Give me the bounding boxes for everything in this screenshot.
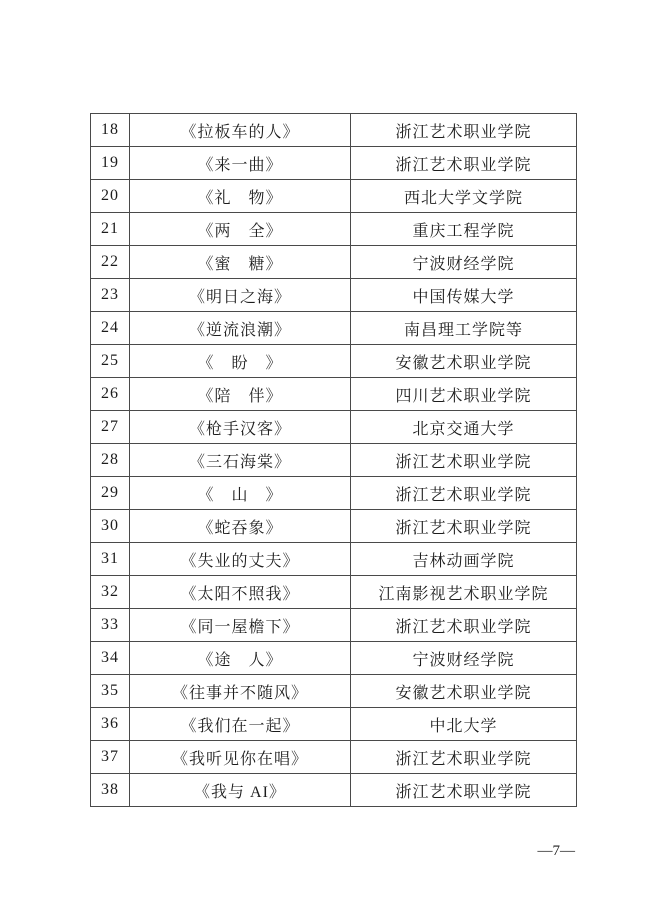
table-row <box>91 444 577 477</box>
cell-title: 《我听见你在唱》 <box>130 741 351 774</box>
table-row <box>91 675 577 708</box>
cell-institution: 重庆工程学院 <box>351 213 577 246</box>
table-row <box>91 741 577 774</box>
cell-title: 《拉板车的人》 <box>130 114 351 147</box>
cell-title: 《蜜 糖》 <box>130 246 351 279</box>
cell-institution: 浙江艺术职业学院 <box>351 444 577 477</box>
table-row <box>91 213 577 246</box>
cell-institution: 四川艺术职业学院 <box>351 378 577 411</box>
cell-institution: 西北大学文学院 <box>351 180 577 213</box>
cell-title: 《两 全》 <box>130 213 351 246</box>
cell-title: 《三石海棠》 <box>130 444 351 477</box>
table-row <box>91 477 577 510</box>
cell-title: 《我与 AI》 <box>130 774 351 807</box>
cell-number: 36 <box>91 708 130 741</box>
cell-title: 《我们在一起》 <box>130 708 351 741</box>
table-row <box>91 774 577 807</box>
cell-number: 19 <box>91 147 130 180</box>
cell-title: 《往事并不随风》 <box>130 675 351 708</box>
cell-institution: 南昌理工学院等 <box>351 312 577 345</box>
cell-number: 31 <box>91 543 130 576</box>
cell-institution: 浙江艺术职业学院 <box>351 477 577 510</box>
cell-number: 25 <box>91 345 130 378</box>
cell-institution: 宁波财经学院 <box>351 246 577 279</box>
cell-number: 23 <box>91 279 130 312</box>
cell-institution: 安徽艺术职业学院 <box>351 345 577 378</box>
cell-number: 32 <box>91 576 130 609</box>
cell-number: 24 <box>91 312 130 345</box>
cell-title: 《明日之海》 <box>130 279 351 312</box>
cell-number: 22 <box>91 246 130 279</box>
table-row <box>91 543 577 576</box>
cell-title: 《同一屋檐下》 <box>130 609 351 642</box>
table-row <box>91 312 577 345</box>
cell-institution: 中国传媒大学 <box>351 279 577 312</box>
cell-institution: 浙江艺术职业学院 <box>351 114 577 147</box>
cell-number: 18 <box>91 114 130 147</box>
table-row <box>91 708 577 741</box>
cell-number: 21 <box>91 213 130 246</box>
table-row <box>91 576 577 609</box>
table-row <box>91 279 577 312</box>
cell-number: 29 <box>91 477 130 510</box>
cell-institution: 北京交通大学 <box>351 411 577 444</box>
page-number: —7— <box>537 843 575 859</box>
cell-title: 《来一曲》 <box>130 147 351 180</box>
table-row <box>91 147 577 180</box>
cell-number: 27 <box>91 411 130 444</box>
cell-title: 《逆流浪潮》 <box>130 312 351 345</box>
cell-title: 《失业的丈夫》 <box>130 543 351 576</box>
cell-institution: 安徽艺术职业学院 <box>351 675 577 708</box>
table-row <box>91 642 577 675</box>
table-row <box>91 246 577 279</box>
cell-title: 《途 人》 <box>130 642 351 675</box>
cell-institution: 江南影视艺术职业学院 <box>351 576 577 609</box>
cell-number: 28 <box>91 444 130 477</box>
cell-institution: 浙江艺术职业学院 <box>351 741 577 774</box>
cell-title: 《礼 物》 <box>130 180 351 213</box>
table-row <box>91 411 577 444</box>
table-row <box>91 345 577 378</box>
cell-institution: 浙江艺术职业学院 <box>351 510 577 543</box>
cell-institution: 宁波财经学院 <box>351 642 577 675</box>
cell-title: 《 山 》 <box>130 477 351 510</box>
cell-number: 34 <box>91 642 130 675</box>
cell-number: 35 <box>91 675 130 708</box>
cell-title: 《陪 伴》 <box>130 378 351 411</box>
cell-title: 《 盼 》 <box>130 345 351 378</box>
table-row <box>91 114 577 147</box>
cell-title: 《太阳不照我》 <box>130 576 351 609</box>
cell-title: 《蛇吞象》 <box>130 510 351 543</box>
cell-title: 《枪手汉客》 <box>130 411 351 444</box>
cell-institution: 中北大学 <box>351 708 577 741</box>
cell-institution: 吉林动画学院 <box>351 543 577 576</box>
cell-institution: 浙江艺术职业学院 <box>351 147 577 180</box>
cell-number: 26 <box>91 378 130 411</box>
table-row <box>91 609 577 642</box>
table-row <box>91 180 577 213</box>
entries-table <box>90 113 577 807</box>
cell-number: 37 <box>91 741 130 774</box>
cell-number: 38 <box>91 774 130 807</box>
entries-table-body <box>91 114 577 807</box>
table-row <box>91 510 577 543</box>
cell-number: 30 <box>91 510 130 543</box>
cell-institution: 浙江艺术职业学院 <box>351 774 577 807</box>
cell-institution: 浙江艺术职业学院 <box>351 609 577 642</box>
table-row <box>91 378 577 411</box>
cell-number: 33 <box>91 609 130 642</box>
cell-number: 20 <box>91 180 130 213</box>
